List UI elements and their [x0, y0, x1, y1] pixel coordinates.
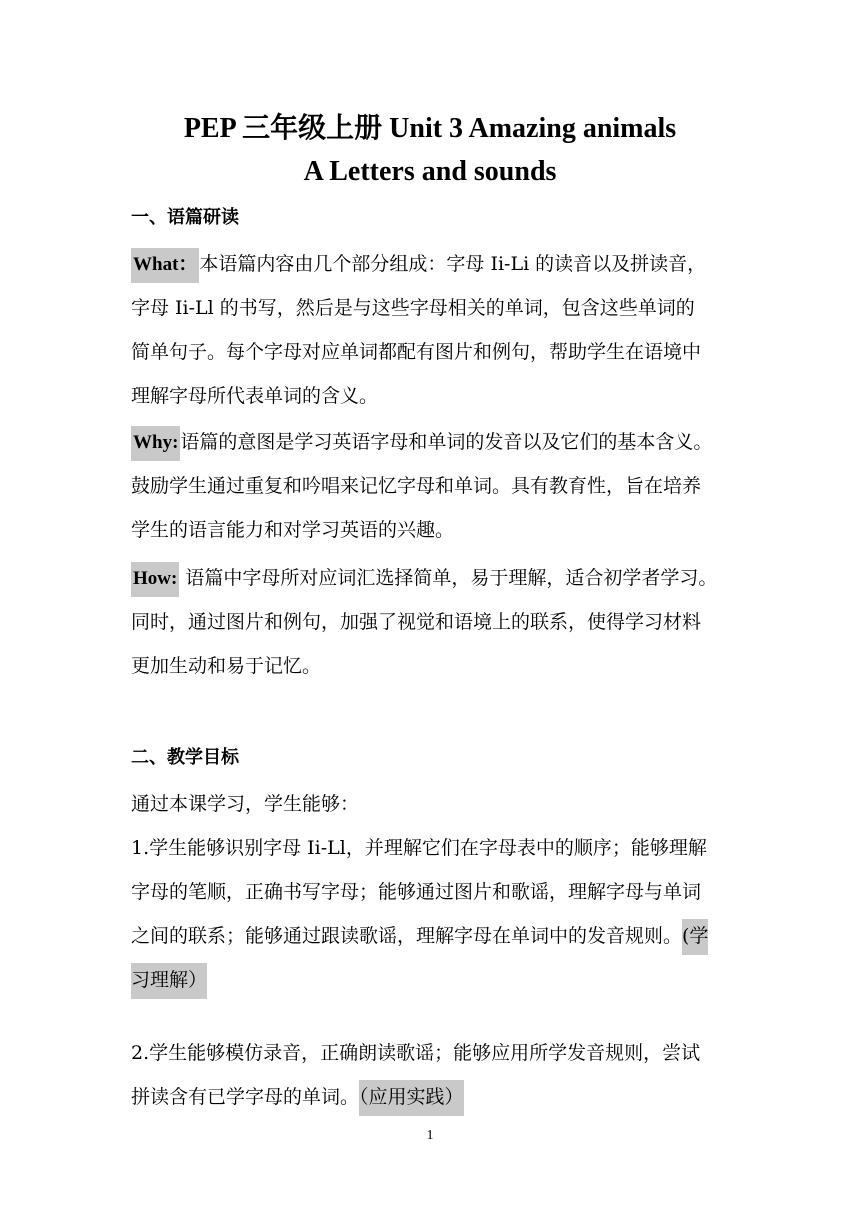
- goal2-tag: （应用实践）: [359, 1080, 464, 1116]
- goal1-line-3: [131, 924, 731, 948]
- section2-heading: 二、教学目标: [131, 747, 239, 768]
- what-line-4: 理解字母所代表单词的含义。: [131, 385, 379, 407]
- why-line-1: [131, 430, 731, 455]
- goal1-line-2: 字母的笔顺，正确书写字母；能够通过图片和歌谣，理解字母与单词: [131, 881, 702, 903]
- goal1-text-3: 之间的联系；能够通过跟读歌谣，理解字母在单词中的发音规则。: [131, 925, 683, 947]
- what-label: What：: [131, 248, 199, 283]
- goal2-line-1: 2.学生能够模仿录音，正确朗读歌谣；能够应用所学发音规则，尝试: [131, 1042, 701, 1064]
- goal1-tag-b: 习理解）: [131, 963, 207, 999]
- doc-title-line2: A Letters and sounds: [303, 156, 557, 187]
- goals-intro: 通过本课学习，学生能够：: [131, 793, 360, 815]
- doc-title-line1: PEP 三年级上册 Unit 3 Amazing animals: [183, 113, 677, 144]
- how-text-1: 语篇中字母所对应词汇选择简单，易于理解，适合初学者学习。: [179, 567, 718, 589]
- how-line-3: 更加生动和易于记忆。: [131, 655, 322, 677]
- what-line-2: 字母 Ii-Ll 的书写，然后是与这些字母相关的单词，包含这些单词的: [131, 297, 695, 319]
- how-line-2: 同时，通过图片和例句，加强了视觉和语境上的联系，使得学习材料: [131, 611, 702, 633]
- what-line-1: [131, 252, 731, 277]
- page-number: 1: [426, 1128, 434, 1143]
- why-line-3: 学生的语言能力和对学习英语的兴趣。: [131, 519, 455, 541]
- section1-heading: 一、语篇研读: [131, 207, 239, 228]
- how-line-1: [131, 566, 731, 591]
- goal2-text-2: 拼读含有已学字母的单词。: [131, 1086, 360, 1108]
- why-text-1: 语篇的意图是学习英语字母和单词的发音以及它们的基本含义。: [180, 431, 713, 453]
- how-label: How:: [131, 562, 179, 597]
- goal1-tag-a: (学: [682, 919, 708, 955]
- goal1-line-4: [131, 968, 731, 992]
- why-label: Why:: [131, 426, 180, 461]
- why-line-2: 鼓励学生通过重复和吟唱来记忆字母和单词。具有教育性，旨在培养: [131, 475, 702, 497]
- what-text-1: 本语篇内容由几个部分组成：字母 Ii-Li 的读音以及拼读音，: [199, 253, 707, 275]
- goal1-line-1: 1.学生能够识别字母 Ii-Ll，并理解它们在字母表中的顺序；能够理解: [131, 837, 707, 859]
- what-line-3: 简单句子。每个字母对应单词都配有图片和例句，帮助学生在语境中: [131, 341, 702, 363]
- goal2-line-2: [131, 1085, 731, 1109]
